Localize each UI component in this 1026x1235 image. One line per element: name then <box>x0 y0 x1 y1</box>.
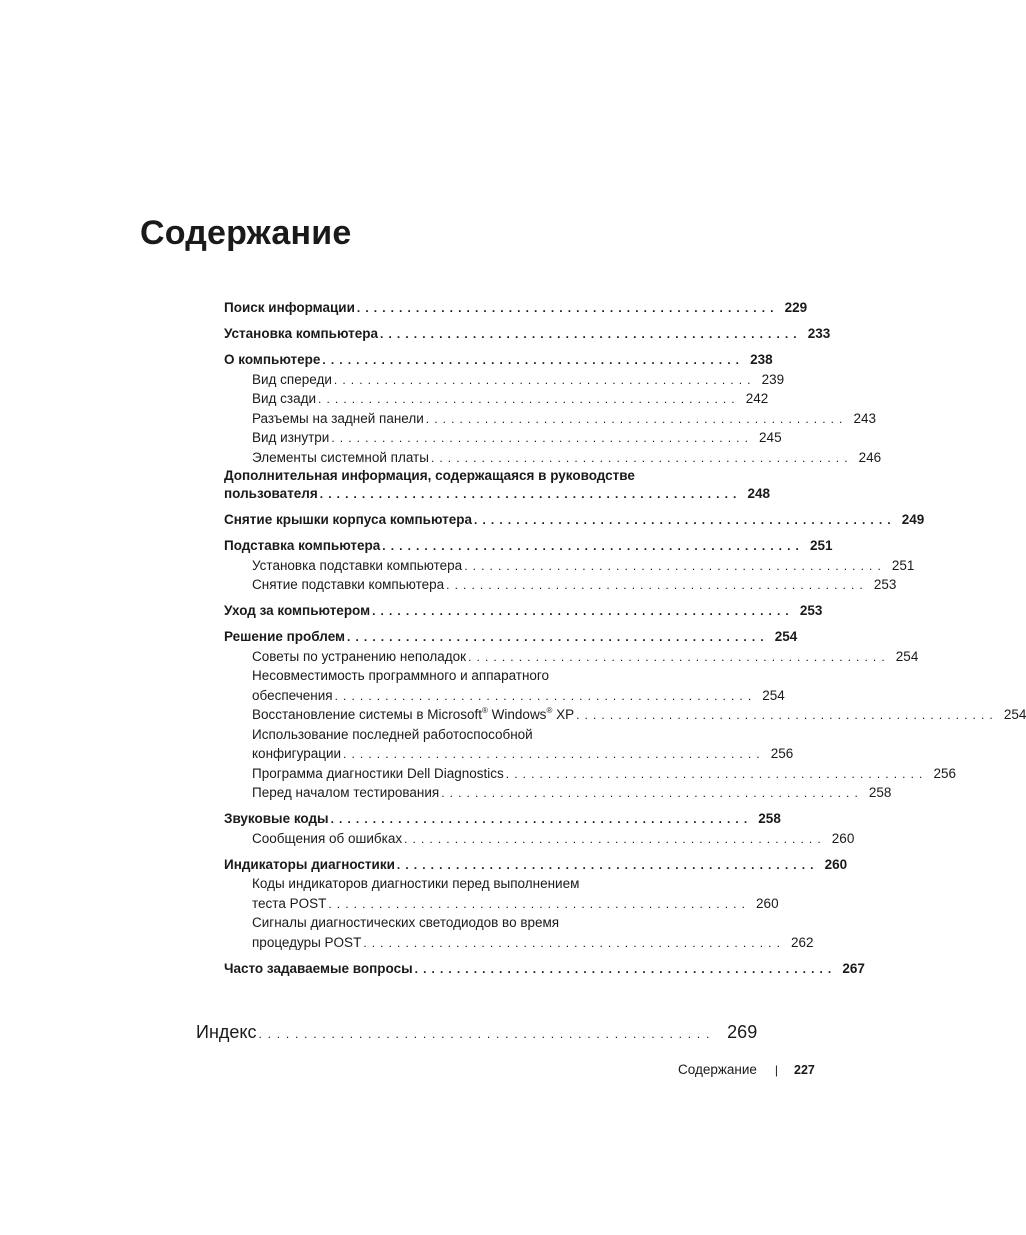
toc-page-number: 260 <box>756 895 779 911</box>
index-page-number: 269 <box>727 1022 758 1042</box>
toc-page-number: 243 <box>853 410 877 426</box>
toc-entry-text: Решение проблем <box>224 629 346 644</box>
toc-entry-troubleshooting[interactable] <box>224 627 798 647</box>
toc-entry-text: Снятие подставки компьютера <box>252 577 445 592</box>
toc-page-number: 253 <box>799 603 823 618</box>
registered-mark: ® <box>546 705 553 715</box>
toc-entry-second-line <box>224 933 814 953</box>
toc-page-number: 267 <box>842 960 865 976</box>
dot-leader: .................................................. <box>319 487 742 501</box>
toc-entry-text-continued: процедуры POST <box>252 934 362 950</box>
toc-subentry-system-restore[interactable] <box>224 705 1026 725</box>
toc-subentry-dell-diagnostics[interactable] <box>224 764 956 784</box>
toc-page-number: 260 <box>824 856 848 872</box>
toc-subentry-inside-view[interactable] <box>224 428 782 448</box>
toc-entry-text-continued: пользователя <box>224 486 318 501</box>
toc-entry-faq[interactable] <box>224 959 865 979</box>
toc-entry-text: Вид сзади <box>252 391 317 406</box>
dot-leader: .................................................. <box>356 301 779 315</box>
footer-separator: | <box>774 1063 779 1077</box>
toc-entry-text: Дополнительная информация, содержащаяся в руководстве <box>224 468 635 483</box>
toc-entry-text: Поиск информации <box>224 300 355 315</box>
toc-page-number: 238 <box>750 352 773 367</box>
page-footer <box>678 1062 820 1077</box>
toc-page-number: 253 <box>873 577 897 592</box>
dot-leader: .................................................. <box>363 935 786 950</box>
toc-entry-text: Звуковые коды <box>224 811 329 826</box>
dot-leader: .................................................. <box>576 708 998 722</box>
toc-entry-text: Сигналы диагностических светодиодов во время <box>252 915 560 930</box>
toc-page-number: 251 <box>809 538 833 553</box>
toc-subentry-last-known-good[interactable] <box>224 725 794 764</box>
toc-page-number: 249 <box>901 512 925 527</box>
toc-page-number: 242 <box>745 391 769 406</box>
dot-leader: .................................................. <box>396 857 819 872</box>
toc-entry-text: Подставка компьютера <box>224 538 381 553</box>
toc-entry-text: Восстановление системы в Microsoft® Windows® XP <box>252 705 575 722</box>
toc-entry-second-line <box>224 484 770 504</box>
toc-entry-text: Часто задаваемые вопросы <box>224 960 413 976</box>
toc-entry-text-continued: конфигурации <box>252 746 342 761</box>
table-of-contents <box>224 298 1026 978</box>
toc-subentry-front-view[interactable] <box>224 370 785 390</box>
toc-entry-beep-codes[interactable] <box>224 809 781 829</box>
toc-subentry-before-testing[interactable] <box>224 783 892 803</box>
toc-entry-text: Уход за компьютером <box>224 603 371 618</box>
dot-leader: .................................................. <box>474 513 896 527</box>
toc-subentry-back-panel-connectors[interactable] <box>224 409 877 429</box>
toc-entry-text: Индикаторы диагностики <box>224 856 395 872</box>
page-title: Содержание <box>140 214 352 252</box>
dot-leader: .................................................. <box>464 558 886 573</box>
toc-entry-text-continued: обеспечения <box>252 687 333 703</box>
toc-page-number: 262 <box>791 934 814 950</box>
toc-page-number: 239 <box>761 371 785 387</box>
dot-leader: .................................................. <box>333 372 756 387</box>
toc-entry-second-line <box>224 894 779 914</box>
toc-entry-first-line <box>224 874 686 894</box>
dot-leader: .................................................. <box>382 539 804 553</box>
toc-page-number: 260 <box>831 830 855 846</box>
toc-entry-remove-cover[interactable] <box>224 510 925 530</box>
dot-leader: .................................................. <box>380 327 802 341</box>
toc-entry-computer-care[interactable] <box>224 601 823 621</box>
toc-subentry-error-messages[interactable] <box>224 829 855 849</box>
dot-leader: .................................................. <box>258 1027 716 1041</box>
dot-leader: .................................................. <box>505 766 928 781</box>
toc-entry-text-continued: теста POST <box>252 895 327 911</box>
toc-entry-text: Вид спереди <box>252 371 332 387</box>
toc-entry-text: Вид изнутри <box>252 430 330 445</box>
toc-entry-text: О компьютере <box>224 352 321 367</box>
dot-leader: .................................................. <box>322 353 745 367</box>
toc-entry-text: Коды индикаторов диагностики перед выполнением <box>252 876 580 891</box>
toc-entry-second-line <box>224 744 794 764</box>
toc-subentry-pre-post-codes[interactable] <box>224 874 779 913</box>
dot-leader: .................................................. <box>441 786 863 800</box>
dot-leader: .................................................. <box>446 578 868 592</box>
toc-page-number: 246 <box>858 449 882 465</box>
footer-page-number: 227 <box>794 1063 815 1077</box>
toc-subentry-post-led-signals[interactable] <box>224 913 814 952</box>
toc-entry-text: Элементы системной платы <box>252 449 429 465</box>
toc-entry-text: Перед началом тестирования <box>252 785 440 800</box>
toc-entry-first-line <box>224 666 686 686</box>
toc-subentry-install-stand[interactable] <box>224 556 915 576</box>
toc-subentry-troubleshooting-tips[interactable] <box>224 647 919 667</box>
toc-page-number: 254 <box>774 629 798 644</box>
toc-page-number: 258 <box>758 811 781 826</box>
dot-leader: .................................................. <box>414 961 837 976</box>
dot-leader: .................................................. <box>430 450 853 465</box>
toc-page-number: 254 <box>895 648 919 664</box>
toc-page-number: 254 <box>762 687 785 703</box>
toc-entry-text: Сообщения об ошибках <box>252 830 403 846</box>
toc-page-number: 245 <box>759 430 782 445</box>
dot-leader: .................................................. <box>318 392 740 406</box>
dot-leader: .................................................. <box>334 688 757 703</box>
toc-page-number: 254 <box>1003 707 1026 722</box>
toc-page-number: 256 <box>933 765 956 781</box>
dot-leader: .................................................. <box>347 630 769 644</box>
toc-subentry-incompatibility[interactable] <box>224 666 785 705</box>
toc-entry-first-line <box>224 913 686 933</box>
registered-mark: ® <box>482 705 488 715</box>
toc-page-number: 251 <box>891 557 915 573</box>
dot-leader: .................................................. <box>331 431 754 445</box>
toc-entry-about-computer[interactable] <box>224 350 773 370</box>
toc-page-number: 258 <box>868 785 892 800</box>
toc-entry-text: Несовместимость программного и аппаратного <box>252 668 550 683</box>
dot-leader: .................................................. <box>343 747 765 761</box>
toc-entry-text: Советы по устранению неполадок <box>252 648 467 664</box>
dot-leader: .................................................. <box>330 812 753 826</box>
toc-subentry-remove-stand[interactable] <box>224 575 897 595</box>
toc-entry-computer-stand[interactable] <box>224 536 833 556</box>
toc-entry-additional-info[interactable] <box>224 467 770 504</box>
toc-entry-text: Программа диагностики Dell Diagnostics <box>252 765 504 781</box>
dot-leader: .................................................. <box>404 831 826 846</box>
toc-entry-text: Установка компьютера <box>224 326 379 341</box>
toc-page-number: 233 <box>807 326 831 341</box>
toc-entry-text: Снятие крышки корпуса компьютера <box>224 512 473 527</box>
toc-subentry-back-view[interactable] <box>224 389 769 409</box>
toc-entry-diagnostic-lights[interactable] <box>224 855 848 875</box>
dot-leader: .................................................. <box>425 411 848 426</box>
toc-entry-index[interactable] <box>196 1019 758 1045</box>
toc-entry-text: Установка подставки компьютера <box>252 557 463 573</box>
index-label: Индекс <box>196 1022 257 1042</box>
toc-entry-setup[interactable] <box>224 324 831 344</box>
footer-section-title: Содержание <box>678 1062 757 1077</box>
dot-leader: .................................................. <box>328 896 751 911</box>
dot-leader: .................................................. <box>372 604 794 618</box>
toc-page-number: 248 <box>747 486 770 501</box>
toc-entry-text: Разъемы на задней панели <box>252 410 424 426</box>
toc-page-number: 229 <box>784 300 808 315</box>
toc-entry-second-line <box>224 686 785 706</box>
dot-leader: .................................................. <box>468 649 890 664</box>
toc-entry-text: Использование последней работоспособной <box>252 726 533 742</box>
toc-subentry-system-board[interactable] <box>224 448 882 468</box>
toc-page-number: 256 <box>770 746 794 761</box>
toc-entry-first-line <box>224 725 686 745</box>
toc-entry-first-line <box>224 467 686 484</box>
toc-entry-finding-info[interactable] <box>224 298 808 318</box>
